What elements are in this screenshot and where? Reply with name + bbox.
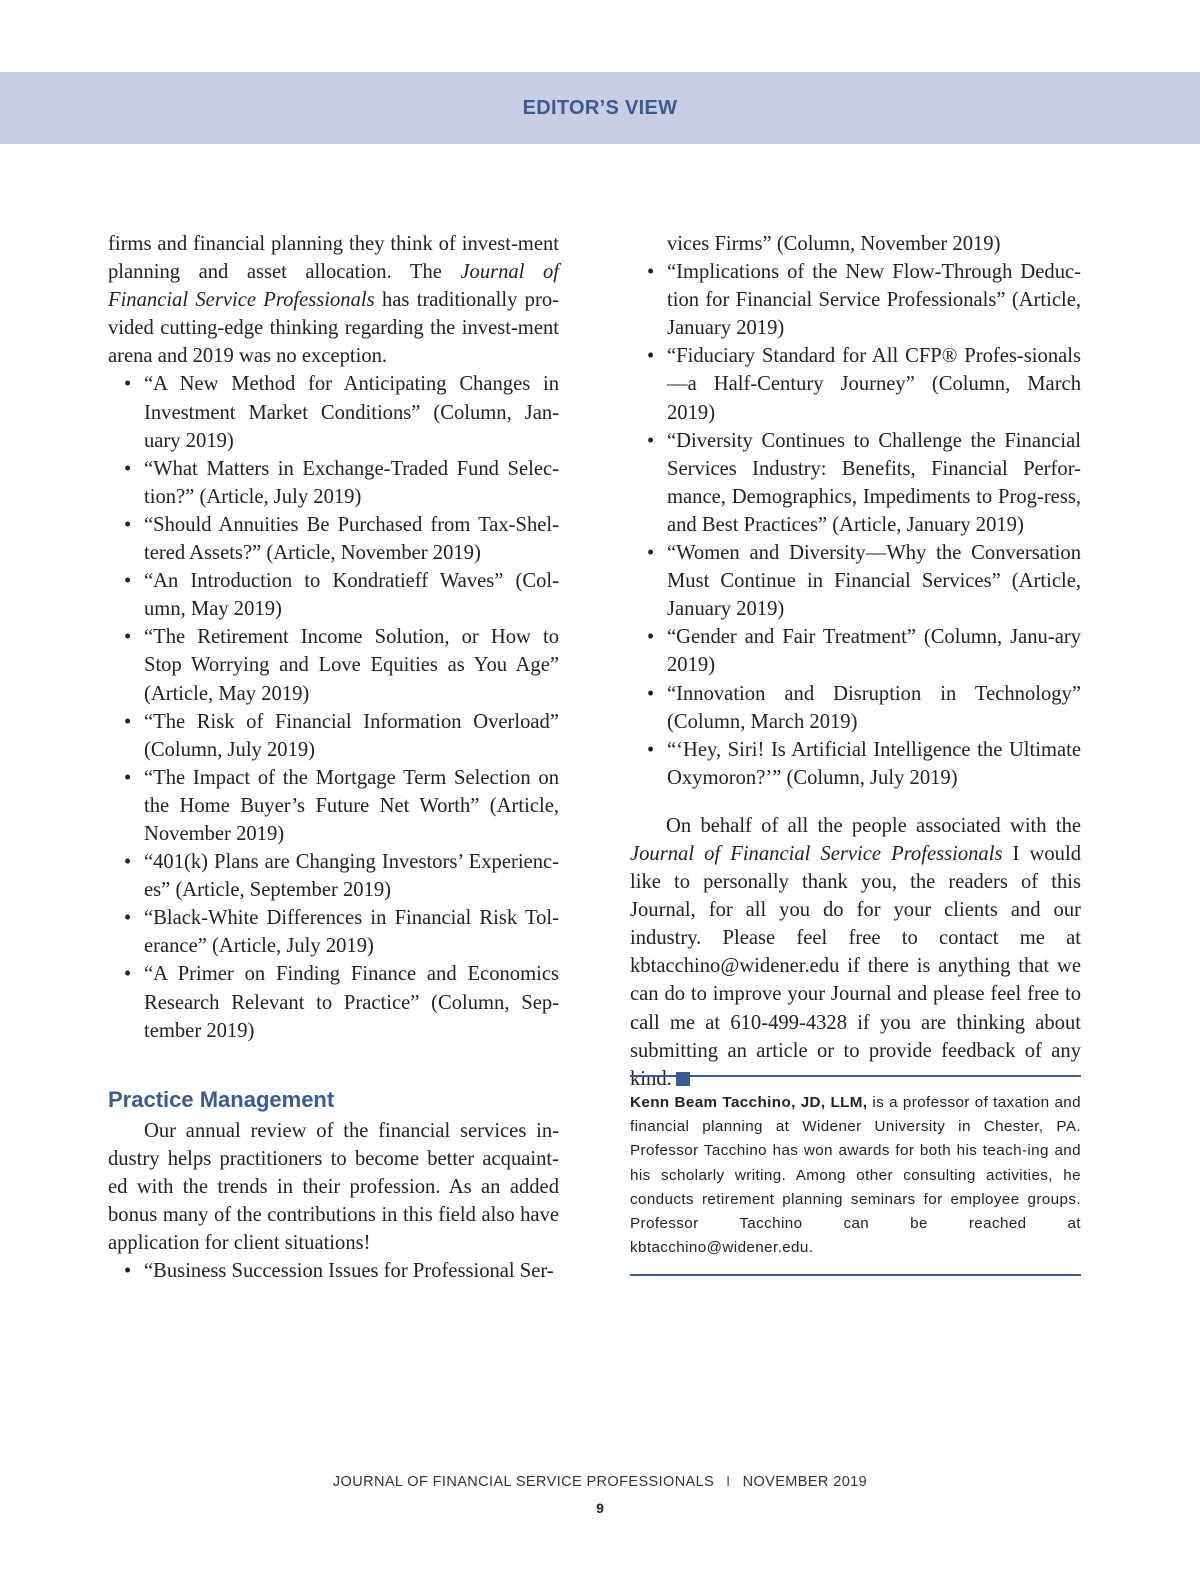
list-item: • “Diversity Continues to Challenge the Financial Services Industry: Benefits, Financial Perfor-mance, Demographics, Impediments to Prog-ress, and Best Practices” (Article, January 2019)	[630, 427, 1081, 539]
list-item: • “Business Succession Issues for Professional Ser-	[108, 1257, 559, 1285]
closing-paragraph: On behalf of all the people associated with the Journal of Financial Service Professionals I would like to personally thank you, the readers of this Journal, for all you do for your clients and our industry. Please feel free to contact me at kbtacchino@widener.edu if there is anything that we can do to improve your Journal and please feel free to call me at 610-499-4328 if you are thinking about submitting an article or to provide feedback of any kind.	[630, 814, 1081, 1090]
list-item: • “Fiduciary Standard for All CFP® Profes-sionals—a Half-Century Journey” (Column, March 2019)	[630, 342, 1081, 426]
footer-issue-date: NOVEMBER 2019	[742, 1474, 868, 1490]
footer-separator: I	[726, 1474, 731, 1490]
list-item: • “The Retirement Income Solution, or How to Stop Worrying and Love Equities as You Age” (Article, May 2019)	[108, 623, 559, 707]
list-item: • “‘Hey, Siri! Is Artificial Intelligence the Ultimate Oxymoron?’” (Column, July 2019)	[630, 736, 1081, 792]
list-item-continuation: vices Firms” (Column, November 2019)	[667, 233, 1001, 255]
list-item: • “The Risk of Financial Information Overload” (Column, July 2019)	[108, 708, 559, 764]
list-item: • “Gender and Fair Treatment” (Column, Janu-ary 2019)	[630, 623, 1081, 679]
section-heading-practice-management: Practice Management	[108, 1086, 335, 1112]
list-item: • “The Impact of the Mortgage Term Selection on the Home Buyer’s Future Net Worth” (Article, November 2019)	[108, 764, 559, 848]
page-footer	[0, 1474, 1200, 1490]
footer-journal-name: JOURNAL OF FINANCIAL SERVICE PROFESSIONALS	[332, 1474, 715, 1490]
page-number: 9	[596, 1500, 604, 1516]
list-item: • “Implications of the New Flow-Through Deduc-tion for Financial Service Professionals” (Article, January 2019)	[630, 258, 1081, 342]
list-item: • “A New Method for Anticipating Changes in Investment Market Conditions” (Column, Jan-uary 2019)	[108, 370, 559, 454]
list-item: • “Women and Diversity—Why the Conversation Must Continue in Financial Services” (Article, January 2019)	[630, 539, 1081, 623]
right-column	[630, 230, 1081, 1093]
journal-title-italic: Journal of Financial Service Professionals	[630, 842, 1003, 865]
investment-article-list	[108, 370, 559, 1044]
intro-paragraph: firms and financial planning they think of invest-ment planning and asset allocation. The Journal of Financial Service Professionals has traditionally pro-vided cutting-edge thinking regarding the invest-ment arena and 2019 was no exception.	[108, 233, 559, 368]
list-item: • “Innovation and Disruption in Technology” (Column, March 2019)	[630, 680, 1081, 736]
practice-management-list	[108, 1257, 559, 1285]
journal-title-italic: Journal of Financial Service Professionals	[108, 261, 559, 312]
practice-management-list-continued	[630, 258, 1081, 792]
section-header-band	[0, 72, 1200, 144]
author-bio-box	[630, 1075, 1081, 1276]
section-header-title: EDITOR’S VIEW	[522, 96, 678, 119]
practice-management-paragraph: Our annual review of the financial services in-dustry helps practitioners to become better acquaint-ed with the trends in their profession. As an added bonus many of the contributions in this field also have application for client situations!	[108, 1119, 559, 1255]
list-item: • “Should Annuities Be Purchased from Tax-Shel-tered Assets?” (Article, November 2019)	[108, 511, 559, 567]
left-column	[108, 230, 559, 1285]
list-item: • “401(k) Plans are Changing Investors’ Experienc-es” (Article, September 2019)	[108, 848, 559, 904]
author-bio-text: is a professor of taxation and financial planning at Widener University in Chester, PA. Professor Tacchino has won awards for both his teach-ing and his scholarly writing. Among other consulting activities, he conducts retirement planning seminars for employee groups. Professor Tacchino can be reached at kbtacchino@widener.edu.	[630, 1094, 1081, 1257]
author-name: Kenn Beam Tacchino, JD, LLM,	[630, 1094, 868, 1111]
list-item: • “A Primer on Finding Finance and Economics Research Relevant to Practice” (Column, Sep-tember 2019)	[108, 960, 559, 1044]
list-item: • “What Matters in Exchange-Traded Fund Selec-tion?” (Article, July 2019)	[108, 455, 559, 511]
list-item: • “Black-White Differences in Financial Risk Tol-erance” (Article, July 2019)	[108, 904, 559, 960]
list-item: • “An Introduction to Kondratieff Waves” (Col-umn, May 2019)	[108, 567, 559, 623]
